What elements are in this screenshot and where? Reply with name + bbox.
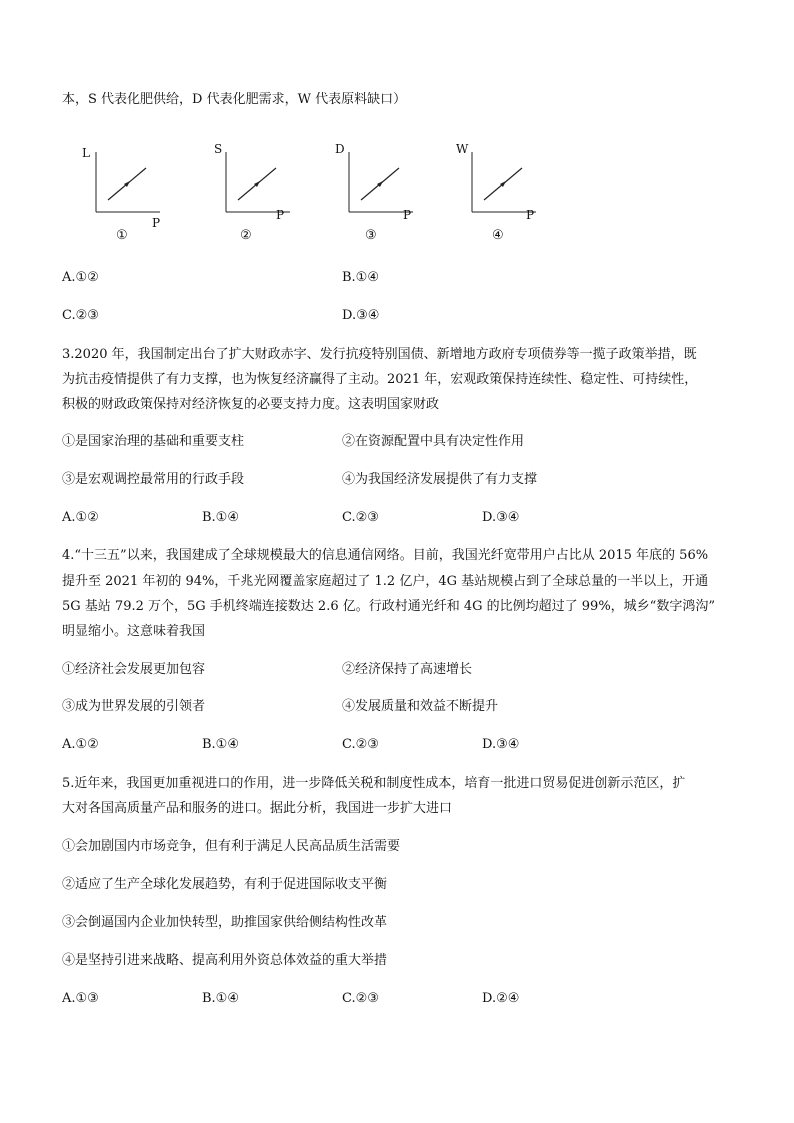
q3-option-a: A.①② (62, 510, 99, 525)
q4-item-2: ②经济保持了高速增长 (342, 662, 473, 677)
q4-item-3: ③成为世界发展的引领者 (62, 699, 206, 714)
graph-3 (333, 140, 423, 245)
q5-item-1: ①会加剧国内市场竞争，但有利于满足人民高品质生活需要 (62, 839, 401, 854)
graph-4-x-label: P (526, 208, 535, 222)
q3-item-2: ②在资源配置中具有决定性作用 (342, 434, 525, 449)
graph-3-y-label: D (335, 142, 345, 156)
q3-stem-line-3: 积极的财政政策保持对经济恢复的必要支持力度。这表明国家财政 (62, 397, 440, 412)
q2-option-b: B.①④ (342, 270, 379, 285)
q3-stem-line-1: 3.2020 年，我国制定出台了扩大财政赤字、发行抗疫特别国债、新增地方政府专项债券等一揽子政策举措，既 (62, 347, 697, 362)
graph-2-number: ② (240, 228, 252, 243)
q3-option-c: C.②③ (342, 510, 379, 525)
intro-line: 本，S 代表化肥供给，D 代表化肥需求，W 代表原料缺口） (62, 92, 407, 107)
q4-option-a: A.①② (62, 737, 99, 752)
q5-stem-line-2: 大对各国高质量产品和服务的进口。据此分析，我国进一步扩大进口 (62, 801, 453, 816)
graph-2-x-label: P (276, 208, 285, 222)
graph-1-x-label: P (152, 216, 161, 230)
graph-2-y-label: S (214, 142, 223, 156)
q5-stem-line-1: 5.近年来，我国更加重视进口的作用，进一步降低关税和制度性成本，培育一批进口贸易促进创新示范区，扩 (62, 776, 686, 791)
graph-4-number: ④ (492, 228, 504, 243)
q3-option-d: D.③④ (482, 510, 520, 525)
q4-stem-line-3: 5G 基站 79.2 万个，5G 手机终端连接数达 2.6 亿。行政村通光纤和 4G 的比例均超过了 99%，城乡“数字鸿沟” (62, 599, 715, 614)
q3-option-b: B.①④ (202, 510, 239, 525)
q5-item-3: ③会倒逼国内企业加快转型，助推国家供给侧结构性改革 (62, 915, 388, 930)
q5-item-4: ④是坚持引进来战略、提高利用外资总体效益的重大举措 (62, 953, 388, 968)
q4-option-b: B.①④ (202, 737, 239, 752)
q3-item-1: ①是国家治理的基础和重要支柱 (62, 434, 245, 449)
graph-4-y-label: W (456, 142, 469, 156)
q5-option-d: D.②④ (482, 991, 520, 1006)
graph-1 (80, 140, 170, 245)
graph-1-y-label: L (82, 146, 90, 160)
q4-item-4: ④发展质量和效益不断提升 (342, 699, 499, 714)
q5-option-b: B.①④ (202, 991, 239, 1006)
q4-stem-line-4: 明显缩小。这意味着我国 (62, 624, 206, 639)
graph-1-number: ① (116, 228, 128, 243)
q3-item-4: ④为我国经济发展提供了有力支撑 (342, 472, 538, 487)
graph-3-number: ③ (365, 228, 377, 243)
graph-4 (456, 140, 546, 245)
graph-1-axes (80, 140, 170, 220)
q5-option-a: A.①③ (62, 991, 99, 1006)
graph-3-x-label: P (403, 208, 412, 222)
q4-stem-line-2: 提升至 2021 年初的 94%，千兆光网覆盖家庭超过了 1.2 亿户，4G 基站规模占到了全球总量的一半以上，开通 (62, 574, 709, 589)
q2-option-c: C.②③ (62, 308, 99, 323)
q5-option-c: C.②③ (342, 991, 379, 1006)
q2-option-a: A.①② (62, 270, 99, 285)
q3-stem-line-2: 为抗击疫情提供了有力支撑，也为恢复经济赢得了主动。2021 年，宏观政策保持连续性、稳定性、可持续性， (62, 372, 698, 387)
q4-option-c: C.②③ (342, 737, 379, 752)
q3-item-3: ③是宏观调控最常用的行政手段 (62, 472, 245, 487)
q4-stem-line-1: 4.“十三五”以来，我国建成了全球规模最大的信息通信网络。目前，我国光纤宽带用户占比从 2015 年底的 56% (62, 548, 709, 563)
graph-2-axes (210, 140, 300, 220)
q2-option-d: D.③④ (342, 308, 380, 323)
q4-item-1: ①经济社会发展更加包容 (62, 662, 206, 677)
graph-2 (210, 140, 300, 245)
q5-item-2: ②适应了生产全球化发展趋势，有利于促进国际收支平衡 (62, 877, 388, 892)
q4-option-d: D.③④ (482, 737, 520, 752)
